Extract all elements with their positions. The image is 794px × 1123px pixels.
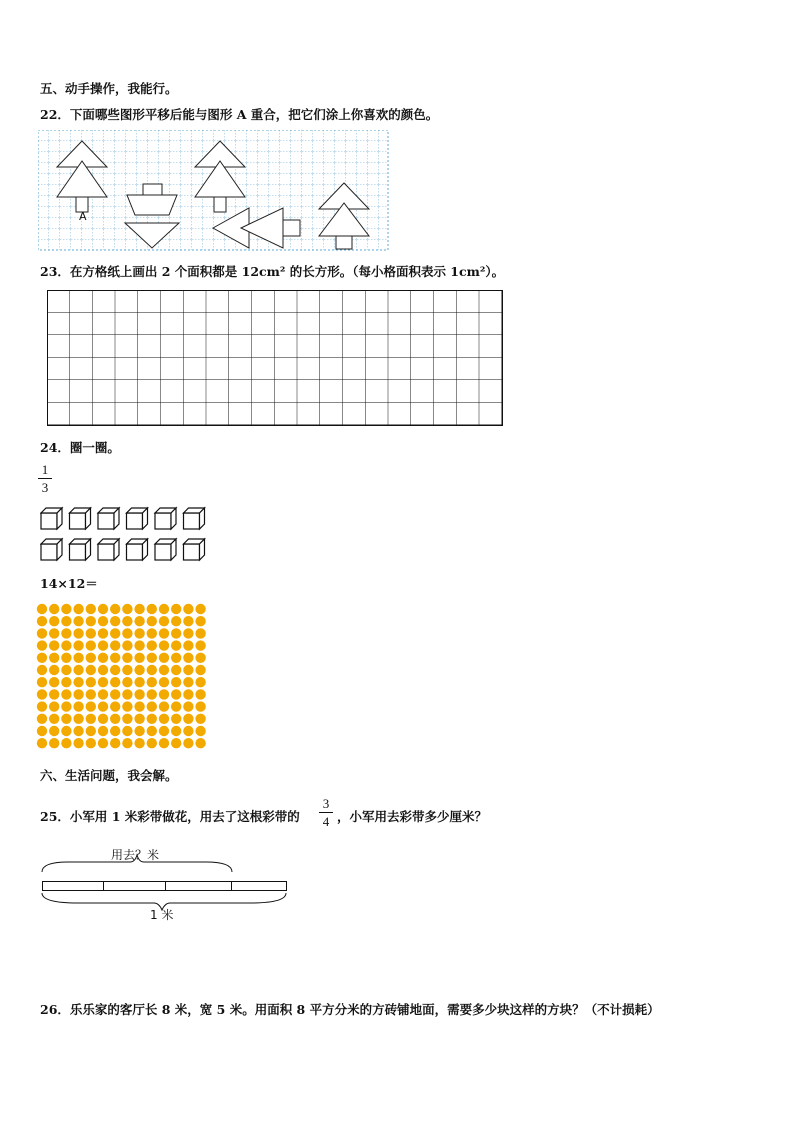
dot <box>134 714 144 724</box>
dot <box>61 677 71 687</box>
dot <box>147 689 157 699</box>
dot <box>49 604 59 614</box>
dot <box>86 714 96 724</box>
dot <box>171 628 181 638</box>
dot <box>159 604 169 614</box>
dot <box>98 665 108 675</box>
dot <box>73 604 83 614</box>
multiplication-expression: 14×12＝ <box>40 576 98 591</box>
fraction-bar <box>319 812 333 813</box>
dot <box>159 665 169 675</box>
cube <box>184 539 205 560</box>
dot <box>183 689 193 699</box>
dot <box>195 665 205 675</box>
dot <box>73 689 83 699</box>
dot <box>61 701 71 711</box>
dot <box>147 738 157 748</box>
cube <box>70 539 91 560</box>
dot <box>122 738 132 748</box>
dot <box>195 701 205 711</box>
dot <box>183 738 193 748</box>
dot <box>110 677 120 687</box>
dot <box>159 726 169 736</box>
cube <box>127 508 148 529</box>
dot <box>49 738 59 748</box>
dot <box>122 689 132 699</box>
q25-segment-diagram <box>38 842 294 931</box>
dot <box>134 628 144 638</box>
dot <box>86 665 96 675</box>
dot <box>159 653 169 663</box>
dot <box>147 726 157 736</box>
dot <box>134 665 144 675</box>
cube-group <box>40 506 240 568</box>
fraction-bar <box>38 478 52 479</box>
dot <box>195 616 205 626</box>
dot <box>37 616 47 626</box>
fraction-numerator: 1 <box>41 462 49 477</box>
dot <box>73 701 83 711</box>
dot <box>86 653 96 663</box>
dot <box>49 640 59 650</box>
dot <box>147 628 157 638</box>
fraction-numerator: 3 <box>322 796 330 811</box>
dot <box>61 738 71 748</box>
question-25-text-after: ，小军用去彩带多少厘米？ <box>337 809 488 824</box>
dot <box>110 604 120 614</box>
dot <box>73 726 83 736</box>
dot <box>98 738 108 748</box>
dot <box>37 640 47 650</box>
dot <box>134 738 144 748</box>
dot <box>110 628 120 638</box>
question-22-text: 22．下面哪些图形平移后能与图形 A 重合，把它们涂上你喜欢的颜色。 <box>40 107 439 122</box>
dot <box>171 640 181 650</box>
dot <box>171 738 181 748</box>
dot <box>73 677 83 687</box>
fraction-denominator: 3 <box>41 480 49 495</box>
dot <box>98 616 108 626</box>
dot <box>73 665 83 675</box>
dot <box>171 726 181 736</box>
cube <box>155 508 176 529</box>
dot <box>86 677 96 687</box>
dot <box>122 714 132 724</box>
dot <box>171 665 181 675</box>
dot <box>37 677 47 687</box>
dot <box>49 726 59 736</box>
dot <box>98 689 108 699</box>
dot <box>147 665 157 675</box>
dot <box>37 726 47 736</box>
dot <box>61 640 71 650</box>
total-label: 1 米 <box>150 908 174 922</box>
question-26-text: 26．乐乐家的客厅长 8 米，宽 5 米。用面积 8 平方分米的方砖铺地面，需要多少块这样的方块？（不计损耗） <box>40 1002 660 1017</box>
dot <box>195 726 205 736</box>
dot <box>110 726 120 736</box>
dot <box>122 616 132 626</box>
dot <box>86 689 96 699</box>
dot <box>86 616 96 626</box>
dot <box>147 616 157 626</box>
dot <box>195 653 205 663</box>
section-6-title: 六、生活问题，我会解。 <box>40 768 178 783</box>
dot <box>183 677 193 687</box>
dot <box>98 677 108 687</box>
dot <box>73 653 83 663</box>
dot <box>171 677 181 687</box>
dot <box>183 628 193 638</box>
dot <box>159 714 169 724</box>
dot <box>61 726 71 736</box>
dot <box>183 726 193 736</box>
dot <box>159 628 169 638</box>
dot <box>37 738 47 748</box>
dot <box>98 653 108 663</box>
dot <box>147 604 157 614</box>
cube <box>70 508 91 529</box>
dot <box>183 701 193 711</box>
dot <box>147 653 157 663</box>
dot <box>183 616 193 626</box>
square-grid <box>47 290 503 428</box>
dot <box>195 604 205 614</box>
dot <box>183 604 193 614</box>
q22-grid-figure <box>38 130 390 252</box>
dot <box>49 665 59 675</box>
dot <box>147 714 157 724</box>
dot <box>61 604 71 614</box>
dot <box>61 665 71 675</box>
dot <box>147 640 157 650</box>
ribbon-bar <box>43 882 287 891</box>
question-23-text: 23．在方格纸上画出 2 个面积都是 12cm² 的长方形。（每小格面积表示 1cm²）。 <box>40 264 505 279</box>
dot <box>49 714 59 724</box>
question-24-text: 24．圈一圈。 <box>40 440 120 455</box>
dot <box>171 604 181 614</box>
shape-a-label: A <box>79 210 87 223</box>
dot <box>122 604 132 614</box>
dot <box>110 701 120 711</box>
dot <box>37 628 47 638</box>
dot <box>37 701 47 711</box>
dot <box>147 701 157 711</box>
dot <box>195 689 205 699</box>
dot <box>61 653 71 663</box>
dot <box>98 714 108 724</box>
dot <box>86 628 96 638</box>
dot <box>134 677 144 687</box>
dot <box>195 738 205 748</box>
dot <box>122 640 132 650</box>
dot <box>37 689 47 699</box>
dot <box>195 628 205 638</box>
dot <box>122 677 132 687</box>
dot <box>134 640 144 650</box>
cube <box>41 508 62 529</box>
dot <box>122 653 132 663</box>
dot <box>61 714 71 724</box>
dot <box>183 653 193 663</box>
dot <box>49 628 59 638</box>
dot <box>37 653 47 663</box>
fraction-denominator: 4 <box>322 814 330 829</box>
dot <box>171 616 181 626</box>
dot <box>86 726 96 736</box>
dot <box>73 628 83 638</box>
dot <box>122 628 132 638</box>
cube <box>155 539 176 560</box>
dot-array <box>36 603 212 757</box>
dot <box>134 701 144 711</box>
dot <box>171 714 181 724</box>
dot <box>49 701 59 711</box>
dot <box>159 689 169 699</box>
dot <box>183 714 193 724</box>
dot <box>134 604 144 614</box>
section-5-title: 五、动手操作，我能行。 <box>40 81 178 96</box>
q25-fraction <box>319 796 333 829</box>
dot <box>171 689 181 699</box>
dot <box>98 726 108 736</box>
dot <box>183 665 193 675</box>
dot <box>159 701 169 711</box>
dot <box>61 616 71 626</box>
dot <box>86 701 96 711</box>
dot <box>61 689 71 699</box>
dot <box>122 701 132 711</box>
dot <box>98 628 108 638</box>
used-label: 用去？米 <box>111 848 160 862</box>
dot <box>147 677 157 687</box>
dot <box>110 714 120 724</box>
dot <box>61 628 71 638</box>
dot <box>110 653 120 663</box>
dot <box>86 738 96 748</box>
dot <box>37 604 47 614</box>
q22-figure <box>38 130 390 252</box>
dot <box>49 616 59 626</box>
dot <box>122 665 132 675</box>
dot <box>37 665 47 675</box>
cube <box>98 508 119 529</box>
dot <box>98 701 108 711</box>
dot <box>159 738 169 748</box>
dot <box>183 640 193 650</box>
dot <box>122 726 132 736</box>
dot <box>110 640 120 650</box>
dot <box>110 738 120 748</box>
dot <box>195 714 205 724</box>
cube <box>127 539 148 560</box>
q24-fraction <box>38 462 52 495</box>
dot <box>37 714 47 724</box>
cube <box>98 539 119 560</box>
cube <box>184 508 205 529</box>
dot <box>98 640 108 650</box>
question-25-text-before: 25．小军用 1 米彩带做花，用去了这根彩带的 <box>40 809 300 824</box>
dot <box>171 653 181 663</box>
dot <box>110 689 120 699</box>
dot <box>134 653 144 663</box>
dot <box>159 640 169 650</box>
dot <box>134 616 144 626</box>
dot <box>159 677 169 687</box>
dot <box>49 653 59 663</box>
dot <box>110 616 120 626</box>
dot <box>98 604 108 614</box>
dot <box>73 640 83 650</box>
dot <box>195 677 205 687</box>
dot <box>134 689 144 699</box>
dot <box>73 714 83 724</box>
dot <box>73 616 83 626</box>
dot <box>49 689 59 699</box>
cube <box>41 539 62 560</box>
dot <box>73 738 83 748</box>
dot <box>195 640 205 650</box>
dot <box>171 701 181 711</box>
dot <box>134 726 144 736</box>
dot <box>110 665 120 675</box>
dot <box>49 677 59 687</box>
dot <box>159 616 169 626</box>
cubes-figure <box>40 506 240 564</box>
dot <box>86 640 96 650</box>
dot <box>86 604 96 614</box>
q23-grid <box>47 290 503 432</box>
dot-array-figure <box>36 603 212 753</box>
